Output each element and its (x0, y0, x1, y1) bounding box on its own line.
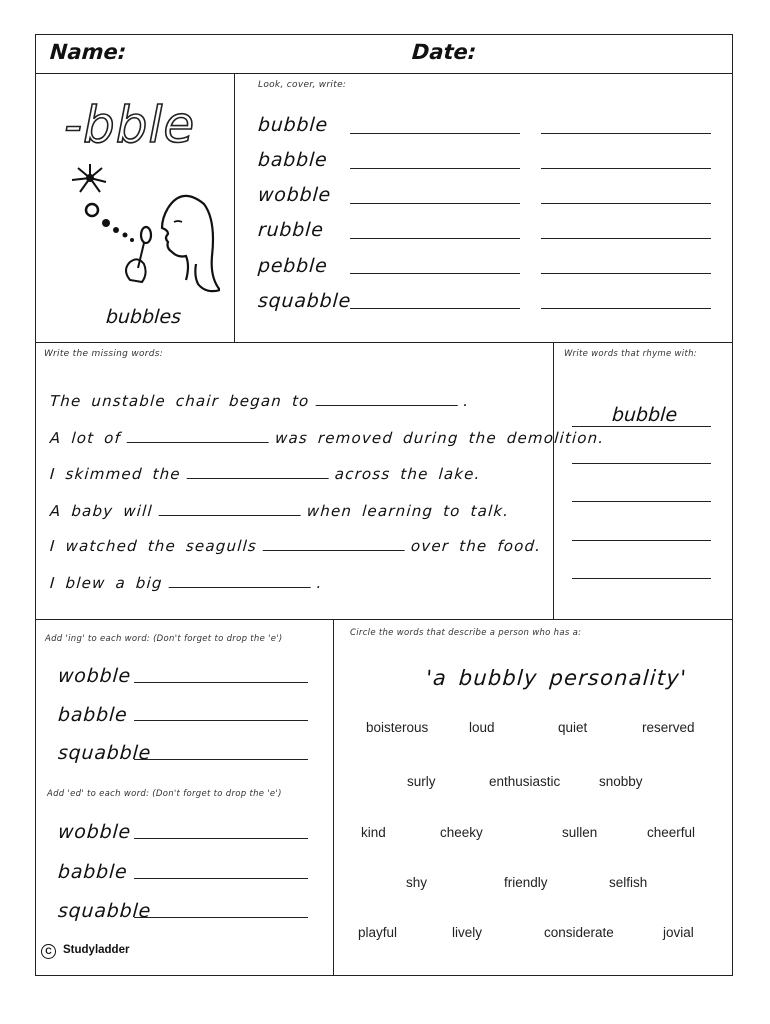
ed-word-squabble: squabble (57, 900, 152, 922)
circle-instruction: Circle the words that describe a person who has a: (350, 628, 582, 638)
option-word[interactable]: loud (469, 720, 495, 735)
sentence-5: I watched the seagulls over the food. (49, 537, 542, 555)
word-squabble: squabble (257, 290, 352, 312)
ed-answer-line[interactable] (134, 917, 308, 918)
name-label: Name: (49, 40, 128, 64)
bubble-icon (86, 204, 98, 216)
ing-answer-line[interactable] (134, 682, 308, 683)
sentence-1: The unstable chair began to . (49, 392, 471, 410)
write-line[interactable] (541, 308, 711, 309)
option-word[interactable]: boisterous (366, 720, 429, 735)
ing-word-squabble: squabble (57, 742, 152, 764)
word-wobble: wobble (257, 184, 332, 206)
ing-answer-line[interactable] (134, 720, 308, 721)
missing-words-instruction: Write the missing words: (44, 349, 164, 359)
suffix-heading: -bble (64, 96, 196, 154)
option-word[interactable]: enthusiastic (489, 774, 561, 789)
write-line[interactable] (541, 133, 711, 134)
ing-answer-line[interactable] (134, 759, 308, 760)
date-label: Date: (411, 40, 478, 64)
sentence-3: I skimmed the across the lake. (49, 465, 482, 483)
add-ing-instruction: Add 'ing' to each word: (Don't forget to drop the 'e') (45, 634, 283, 644)
option-word[interactable]: selfish (609, 875, 648, 890)
ed-word-babble: babble (57, 861, 129, 883)
rhyme-word: bubble (611, 404, 678, 426)
write-line[interactable] (350, 203, 520, 204)
answer-blank[interactable] (168, 575, 311, 588)
word-rubble: rubble (257, 219, 325, 241)
option-word[interactable]: cheerful (647, 825, 696, 840)
word-bubble: bubble (257, 114, 329, 136)
word-babble: babble (257, 149, 329, 171)
rhyme-line[interactable] (572, 501, 711, 502)
option-word[interactable]: surly (407, 774, 436, 789)
rhyme-line[interactable] (572, 540, 711, 541)
feature-caption: bubbles (105, 306, 182, 328)
rhyme-line[interactable] (572, 578, 711, 579)
write-line[interactable] (350, 273, 520, 274)
ed-word-wobble: wobble (57, 821, 132, 843)
sentence-6: I blew a big . (49, 574, 324, 592)
brand-name: Studyladder (63, 944, 130, 956)
ed-answer-line[interactable] (134, 838, 308, 839)
answer-blank[interactable] (315, 393, 458, 406)
write-line[interactable] (350, 133, 520, 134)
answer-blank[interactable] (263, 538, 406, 551)
option-word[interactable]: shy (406, 875, 428, 890)
copyright-icon: C (41, 944, 56, 959)
write-line[interactable] (541, 203, 711, 204)
rhyme-instruction: Write words that rhyme with: (564, 349, 697, 359)
option-word[interactable]: snobby (599, 774, 643, 789)
option-word[interactable]: quiet (558, 720, 588, 735)
girl-blowing-bubbles-illustration (50, 150, 220, 300)
answer-blank[interactable] (127, 430, 270, 443)
option-word[interactable]: reserved (642, 720, 695, 735)
word-pebble: pebble (257, 255, 329, 277)
add-ed-instruction: Add 'ed' to each word: (Don't forget to drop the 'e') (47, 789, 282, 799)
option-word[interactable]: sullen (562, 825, 598, 840)
write-line[interactable] (541, 273, 711, 274)
option-word[interactable]: kind (361, 825, 386, 840)
rhyme-line[interactable] (572, 463, 711, 464)
personality-phrase: 'a bubbly personality' (425, 666, 688, 690)
option-word[interactable]: friendly (504, 875, 548, 890)
answer-blank[interactable] (159, 503, 302, 516)
write-line[interactable] (541, 238, 711, 239)
option-word[interactable]: cheeky (440, 825, 483, 840)
option-word[interactable]: lively (452, 925, 483, 940)
option-word[interactable]: jovial (663, 925, 694, 940)
ing-word-wobble: wobble (57, 665, 132, 687)
answer-blank[interactable] (186, 466, 329, 479)
ing-word-babble: babble (57, 704, 129, 726)
option-word[interactable]: considerate (544, 925, 614, 940)
sentence-4: A baby will when learning to talk. (49, 502, 510, 520)
write-line[interactable] (350, 168, 520, 169)
header-bar (35, 34, 733, 74)
write-line[interactable] (541, 168, 711, 169)
sparkle-icon (72, 164, 106, 192)
write-line[interactable] (350, 308, 520, 309)
ed-answer-line[interactable] (134, 878, 308, 879)
sentence-2: A lot of was removed during the demolition. (49, 429, 606, 447)
option-word[interactable]: playful (358, 925, 398, 940)
write-line[interactable] (350, 238, 520, 239)
rhyme-word-underline (572, 426, 711, 427)
look-cover-write-instruction: Look, cover, write: (258, 80, 347, 90)
